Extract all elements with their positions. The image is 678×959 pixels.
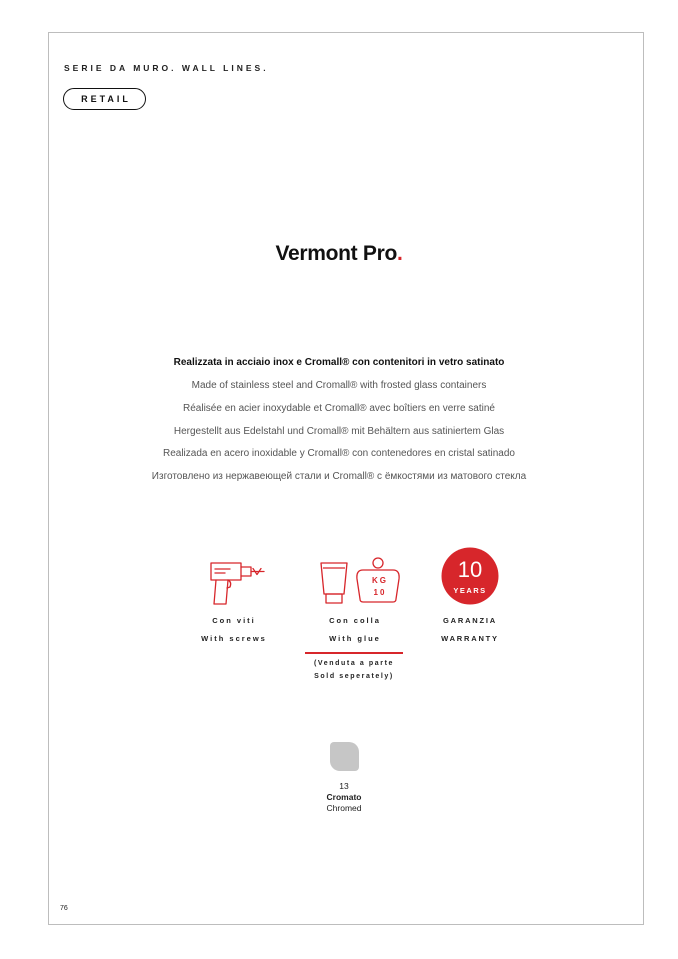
retail-badge: RETAIL xyxy=(63,88,146,110)
series-heading: SERIE DA MURO. WALL LINES. xyxy=(64,63,269,73)
warranty-years-number: 10 xyxy=(457,557,483,582)
title-dot: . xyxy=(397,242,403,265)
glue-label-en: With glue xyxy=(329,634,381,643)
description-de: Hergestellt aus Edelstahl und Cromall® mit Behältern aus satiniertem Glas xyxy=(173,426,505,437)
screws-label-en: With screws xyxy=(201,634,267,643)
finish-name-en: Chromed xyxy=(326,803,362,813)
description-ru: Изготовлено из нержавеющей стали и Cromall® с ёмкостями из матового стекла xyxy=(151,471,527,482)
sold-separately-it: (Venduta a parte xyxy=(313,660,395,667)
weight-unit: KG xyxy=(372,576,388,585)
finish-code: 13 xyxy=(339,781,349,791)
glue-tube-icon xyxy=(318,560,350,606)
description-it: Realizzata in acciaio inox e Cromall® con contenitori in vetro satinato xyxy=(173,357,505,368)
warranty-label-en: WARRANTY xyxy=(441,634,499,643)
drill-icon xyxy=(208,560,266,606)
description-es: Realizada en acero inoxidable y Cromall® con contenedores en cristal satinado xyxy=(162,448,515,459)
warranty-label-it: GARANZIA xyxy=(443,616,497,625)
description-fr: Réalisée en acier inoxydable et Cromall® avec boîtiers en verre satiné xyxy=(183,403,495,414)
warranty-years-label: YEARS xyxy=(453,586,487,595)
screws-label-it: Con viti xyxy=(212,616,256,625)
glue-label-it: Con colla xyxy=(329,616,381,625)
page-number: 76 xyxy=(60,905,68,912)
sold-separately-en: Sold seperately) xyxy=(314,673,394,680)
finish-name-it: Cromato xyxy=(326,792,362,802)
description-en: Made of stainless steel and Cromall® with frosted glass containers xyxy=(191,380,487,391)
sold-separately-divider xyxy=(305,652,403,654)
weight-value: 10 xyxy=(373,588,387,597)
product-title xyxy=(0,242,678,266)
finish-swatch-chromed xyxy=(330,742,359,771)
product-name: Vermont Pro xyxy=(275,242,397,265)
